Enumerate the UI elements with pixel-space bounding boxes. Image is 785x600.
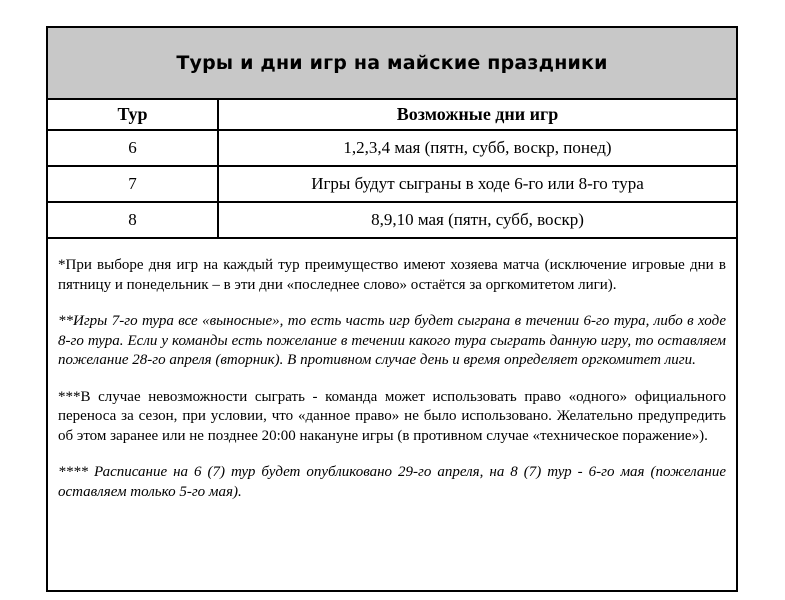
- cell-days: 1,2,3,4 мая (пятн, субб, воскр, понед): [218, 130, 736, 166]
- cell-days: Игры будут сыграны в ходе 6-го или 8-го тура: [218, 166, 736, 202]
- note-home-team-priority: *При выборе дня игр на каждый тур преимущество имеют хозяева матча (исключение игровые дни в пятницу и понедельник – в эти дни «последнее слово» остаётся за оргкомитетом лиги).: [58, 257, 726, 293]
- notes-section: [58, 256, 726, 519]
- table-row: [48, 202, 736, 238]
- cell-tour: 7: [48, 166, 218, 202]
- table-row: [48, 166, 736, 202]
- table-row: [48, 130, 736, 166]
- title-band: [48, 28, 736, 100]
- schedule-table: [48, 100, 736, 239]
- cell-tour: 8: [48, 202, 218, 238]
- note-postponement: ***В случае невозможности сыграть - команда может использовать право «одного» официального переноса за сезон, при условии, что «данное право» не было использовано. Желательно предупредить об этом заранее или не позднее 20:00 накануне игры (в противном случае «техническое поражение»).: [58, 388, 726, 444]
- cell-tour: 6: [48, 130, 218, 166]
- document-frame: [46, 26, 738, 592]
- note-tour-7-away: **Игры 7-го тура все «выносные», то есть часть игр будет сыграна в течении 6-го тура, либо в ходе 8-го тура. Если у команды есть пожелание в течении какого тура сыграть данную игру, то оставляем пожелание 28-го апреля (вторник). В противном случае день и время определяет оргкомитет лиги.: [58, 313, 726, 368]
- note-schedule-publication: **** Расписание на 6 (7) тур будет опубликовано 29-го апреля, на 8 (7) тур - 6-го мая (пожелание оставляем только 5-го мая).: [58, 464, 726, 500]
- table-header-row: [48, 100, 736, 130]
- cell-days: 8,9,10 мая (пятн, субб, воскр): [218, 202, 736, 238]
- page-title: Туры и дни игр на майские праздники: [176, 52, 608, 74]
- header-tour: Тур: [48, 100, 218, 130]
- header-days: Возможные дни игр: [218, 100, 736, 130]
